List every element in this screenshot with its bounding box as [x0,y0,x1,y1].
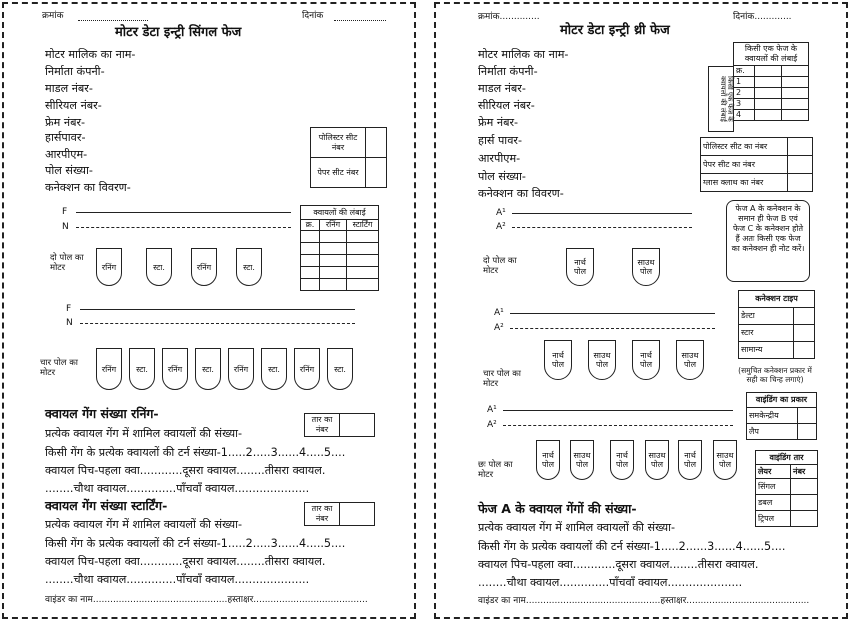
paper-sheet-label: पेपर सीट नंबर [311,158,366,188]
gang-line[interactable]: किसी गेंग के प्रत्येक क्वायलों की टर्न संख्या-1.....2......3......4......5.... [478,540,786,553]
field-poles[interactable]: पोल संख्या- [45,164,93,177]
coil-running: रनिंग [162,348,188,390]
f-line [80,309,355,310]
winding-wire-title: वाइंडिंग तार [756,451,818,465]
coil-running: रनिंग [228,348,254,390]
coil-length-cell[interactable] [347,267,379,279]
paper-sheet-label: पेपर सीट का नंबर [701,156,788,174]
starting-wire-table [304,502,375,526]
gang-line[interactable]: किसी गेंग के प्रत्येक क्वायलों की टर्न संख्या-1.....2.....3......4.....5.... [45,446,346,459]
label-n: N [66,318,73,328]
date-label: दिनांक [302,11,324,21]
coil-starting: स्टा. [327,348,353,390]
length-cell[interactable] [754,77,781,88]
gang-line[interactable]: ........चौथा क्वायल..............पाँचवाँ क्वायल..................... [478,576,743,589]
two-pole-label: दो पोल का मोटर [50,253,84,273]
field-horsepower[interactable]: हार्स पावर- [478,134,523,147]
coil-running: रनिंग [96,348,122,390]
field-connection[interactable]: कनेक्शन का विवरण- [478,187,564,200]
glass-cloth-label: ग्लास क्लाथ का नंबर [701,174,788,192]
coil-running: रनिंग [96,248,122,286]
connection-type-title: कनेक्शन टाइप [739,291,815,308]
phase-length-title: किसी एक फेज के क्वायलों की लंबाई [734,43,809,66]
four-pole-label: चार पोल का मोटर [40,358,79,378]
coil-north: नार्थ पोल [632,340,660,380]
coil-south: साउथ पोल [676,340,704,380]
field-rpm[interactable]: आरपीएम- [45,148,88,161]
length-cell[interactable] [754,110,781,121]
wire-double-label: डबल [756,495,791,511]
coil-running: रनिंग [294,348,320,390]
label-a1: A¹ [494,308,504,318]
winder-signature-line[interactable]: वाइंडर का नाम...............................................हस्ताक्षर........................................... [478,596,810,606]
glass-cloth-cell[interactable] [788,174,813,192]
col-no: क्र. [301,220,320,231]
polyester-sheet-label: पोलिस्टर सीट का नंबर [701,138,788,156]
connection-note: (समुचित कनेक्शन प्रकार में सही का चिन्ह लगाएं) [738,366,812,384]
coil-length-cell[interactable] [320,279,347,291]
coil-length-cell[interactable] [301,231,320,243]
coil-length-cell[interactable] [301,243,320,255]
conn-delta-check[interactable] [794,308,815,325]
coil-length-cell[interactable] [301,255,320,267]
coil-length-cell[interactable] [320,267,347,279]
connection-type-table [738,290,815,359]
gang-line[interactable]: प्रत्येक क्वायल गेंग में शामिल क्वायलों की संख्या- [478,521,676,534]
label-n: N [62,222,69,232]
coil-starting: स्टा. [236,248,262,286]
coil-starting: स्टा. [146,248,172,286]
field-rpm[interactable]: आरपीएम- [478,152,521,165]
wire-triple-label: ट्रिपल [756,511,791,527]
coil-starting: स्टा. [261,348,287,390]
field-serial[interactable]: सीरियल नंबर- [45,99,102,112]
wire-single-label: सिंगल [756,479,791,495]
paper-sheet-cell[interactable] [788,156,813,174]
length-cell[interactable] [781,66,808,77]
length-cell[interactable] [754,66,781,77]
a2-line [512,227,692,228]
row-label: 4 [734,110,755,121]
length-cell[interactable] [781,99,808,110]
label-f: F [62,207,68,217]
gang-line[interactable]: ........चौथा क्वायल..............पाँचवाँ क्वायल..................... [45,482,310,495]
conn-delta-label: डेल्टा [739,308,794,325]
two-pole-label: दो पोल का मोटर [483,256,517,276]
coil-north: नार्थ पोल [566,248,594,286]
coil-length-cell[interactable] [347,255,379,267]
coil-north: नार्थ पोल [678,440,702,480]
sheet-number-table [310,127,387,188]
running-wire-table [304,413,375,437]
polyester-sheet-cell[interactable] [366,128,387,158]
coil-south: साउथ पोल [713,440,737,480]
field-serial[interactable]: सीरियल नंबर- [478,99,535,112]
polyester-sheet-cell[interactable] [788,138,813,156]
field-model[interactable]: माडल नंबर- [478,82,526,95]
coil-length-cell[interactable] [347,243,379,255]
phase-gang-heading: फेज A के क्वायल गेंगों की संख्या- [478,501,637,516]
a1-line [510,313,715,314]
phase-length-side-label: किसी एक फेज के क्वायलों की लंबाई [708,66,734,132]
conn-normal-check[interactable] [794,342,815,359]
coil-length-cell[interactable] [301,279,320,291]
four-pole-label: चार पोल का मोटर [483,369,522,389]
gang-line[interactable]: किसी गेंग के प्रत्येक क्वायलों की टर्न संख्या-1.....2.....3......4.....5.... [45,537,346,550]
winding-type-table [746,392,817,440]
gang-line[interactable]: ........चौथा क्वायल..............पाँचवाँ क्वायल..................... [45,573,310,586]
serial-label[interactable]: क्रमांक.............. [478,12,540,22]
length-cell[interactable] [781,88,808,99]
col-running: रनिंग [320,220,347,231]
gang-line[interactable]: क्वायल पिच-पहला क्वा............दूसरा क्वायल........तीसरा क्वायल. [45,464,326,477]
coil-length-cell[interactable] [320,231,347,243]
coil-starting: स्टा. [129,348,155,390]
coil-length-table [300,205,379,291]
coil-north: नार्थ पोल [536,440,560,480]
conn-star-label: स्टार [739,325,794,342]
coil-length-title: क्वायलों की लंबाई [301,206,379,220]
paper-sheet-cell[interactable] [366,158,387,188]
col-starting: स्टार्टिंग [347,220,379,231]
f-line [76,212,291,213]
label-a2: A² [494,323,504,333]
date-label[interactable]: दिनांक............. [733,12,792,22]
page-title: मोटर डेटा इन्ट्री थ्री फेज [560,23,670,38]
field-frame[interactable]: फ्रेम नंबर- [45,116,86,129]
coil-length-cell[interactable] [347,279,379,291]
starting-gang-heading: क्वायल गेंग संख्या स्टार्टिंग- [45,498,168,513]
field-frame[interactable]: फ्रेम नंबर- [478,116,519,129]
phase-length-table [733,42,809,121]
gang-line[interactable]: क्वायल पिच-पहला क्वा............दूसरा क्वायल........तीसरा क्वायल. [45,555,326,568]
conn-normal-label: सामान्य [739,342,794,359]
gang-line[interactable]: प्रत्येक क्वायल गेंग में शामिल क्वायलों की संख्या- [45,427,243,440]
row-label: 1 [734,77,755,88]
length-cell[interactable] [754,99,781,110]
coil-north: नार्थ पोल [544,340,572,380]
row-label: 2 [734,88,755,99]
field-manufacturer[interactable]: निर्माता कंपनी- [478,65,538,78]
label-a2: A² [487,420,497,430]
coil-running: रनिंग [191,248,217,286]
label-a2: A² [496,222,506,232]
row-label: 3 [734,99,755,110]
sheet-number-table [700,137,813,192]
coil-length-cell[interactable] [301,267,320,279]
col-number: नंबर [791,465,818,479]
coil-starting: स्टा. [195,348,221,390]
coil-length-cell[interactable] [320,243,347,255]
serial-label: क्रमांक [42,11,64,21]
field-horsepower[interactable]: हार्सपावर- [45,131,86,144]
col-layer: लेयर [756,465,791,479]
six-pole-label: छः पोल का मोटर [478,460,513,480]
date-field[interactable] [334,20,386,21]
field-owner[interactable]: मोटर मालिक का नाम- [45,48,136,61]
coil-south: साउथ पोल [588,340,616,380]
polyester-sheet-label: पोलिस्टर सीट नंबर [311,128,366,158]
a1-line [512,213,692,214]
wire-double-cell[interactable] [791,495,818,511]
label-f: F [66,304,72,314]
length-cell[interactable] [781,77,808,88]
coil-length-cell[interactable] [320,255,347,267]
gang-line[interactable]: प्रत्येक क्वायल गेंग में शामिल क्वायलों की संख्या- [45,518,243,531]
winding-concentric-label: समकेन्द्रीय [747,408,798,424]
n-line [76,227,291,228]
running-gang-heading: क्वायल गेंग संख्या रनिंग- [45,406,159,421]
field-model[interactable]: माडल नंबर- [45,82,93,95]
page-title: मोटर डेटा इन्ट्री सिंगल फेज [115,25,242,40]
label-a1: A¹ [487,405,497,415]
wire-no-label: तार का नंबर [305,503,340,526]
label-a1: A¹ [496,208,506,218]
wire-no-label: तार का नंबर [305,414,340,437]
length-cell[interactable] [754,88,781,99]
coil-south: साउथ पोल [645,440,669,480]
phase-note: फेज A के कनेक्शन के समान ही फेज B एवं फेज C के कनेक्शन होते हैं अतः किसी एक फेज का कनेक्शन ही नोट करें। [726,200,810,282]
serial-field[interactable] [78,20,148,21]
coil-south: साउथ पोल [570,440,594,480]
row-label: क्र. [734,66,755,77]
winding-lap-check[interactable] [798,424,817,440]
winding-concentric-check[interactable] [798,408,817,424]
winder-signature-line[interactable]: वाइंडर का नाम...............................................हस्ताक्षर........................................ [45,595,368,605]
n-line [80,323,355,324]
wire-no-cell[interactable] [340,414,375,437]
winding-wire-table [755,450,818,527]
field-owner[interactable]: मोटर मालिक का नाम- [478,48,569,61]
a2-line [503,425,733,426]
coil-south: साउथ पोल [632,248,660,286]
conn-star-check[interactable] [794,325,815,342]
winding-lap-label: लैप [747,424,798,440]
length-cell[interactable] [781,110,808,121]
gang-line[interactable]: क्वायल पिच-पहला क्वा............दूसरा क्वायल........तीसरा क्वायल. [478,558,759,571]
field-connection[interactable]: कनेक्शन का विवरण- [45,181,131,194]
coil-north: नार्थ पोल [610,440,634,480]
wire-single-cell[interactable] [791,479,818,495]
coil-length-cell[interactable] [347,231,379,243]
a2-line [510,328,715,329]
a1-line [503,410,733,411]
winding-type-title: वाइंडिंग का प्रकार [747,393,817,408]
field-poles[interactable]: पोल संख्या- [478,170,526,183]
field-manufacturer[interactable]: निर्माता कंपनी- [45,65,105,78]
wire-triple-cell[interactable] [791,511,818,527]
wire-no-cell[interactable] [340,503,375,526]
